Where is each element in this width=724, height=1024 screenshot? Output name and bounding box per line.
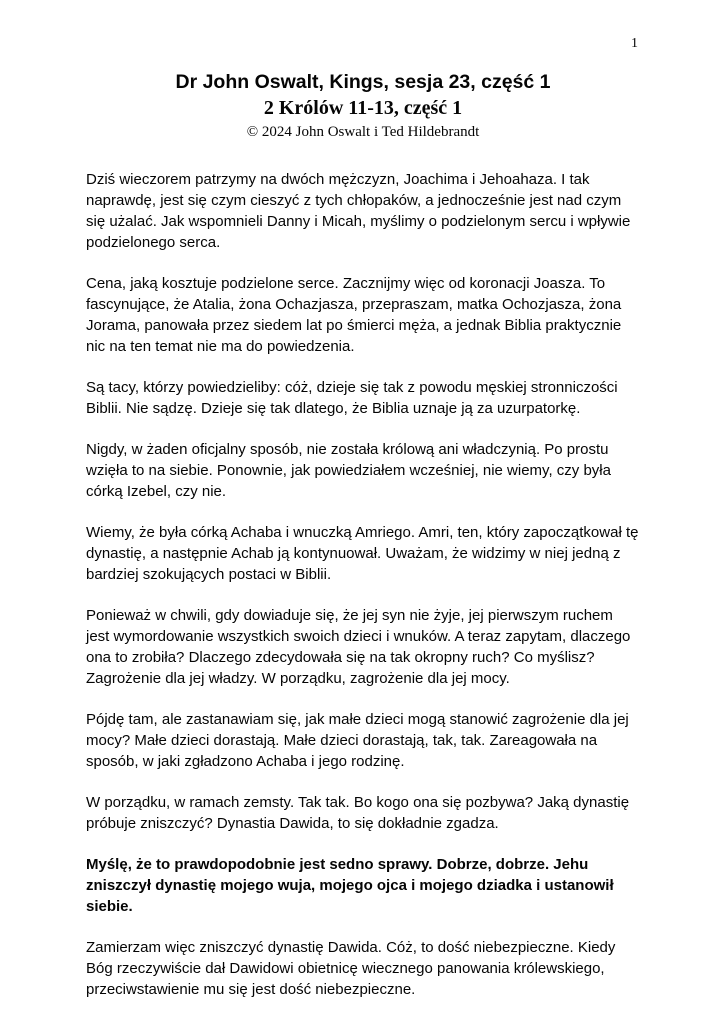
- paragraph: Dziś wieczorem patrzymy na dwóch mężczyzn, Joachima i Jehoahaza. I tak naprawdę, jest się czym cieszyć z tych chłopaków, a jednocześnie jest nad czym się użalać. Jak wspomnieli Danny i Micah, myślimy o podzielonym sercu i wpływie podzielonego serca.: [86, 170, 631, 251]
- paragraph: Nigdy, w żaden oficjalny sposób, nie została królową ani władczynią. Po prostu wzięła to na siebie. Ponownie, jak powiedziałem wcześniej, nie wiemy, czy była córką Izebel, czy nie.: [86, 440, 611, 500]
- copyright-line: © 2024 John Oswalt i Ted Hildebrandt: [246, 124, 480, 141]
- paragraph: Pójdę tam, ale zastanawiam się, jak małe dzieci mogą stanowić zagrożenie dla jej mocy? Małe dzieci dorastają. Małe dzieci dorastają, tak, tak. Zareagowała na sposób, w jaki zgładzono Achaba i jego rodzinę.: [86, 710, 629, 770]
- paragraph: Cena, jaką kosztuje podzielone serce. Zacznijmy więc od koronacji Joasza. To fascynujące, że Atalia, żona Ochazjasza, przepraszam, matka Ochozjasza, żona Jorama, panowała przez siedem lat po śmierci męża, a jednak Biblia praktycznie nic na ten temat nie ma do powiedzenia.: [86, 274, 622, 355]
- page-number: 1: [631, 36, 638, 51]
- paragraph: Myślę, że to prawdopodobnie jest sedno sprawy. Dobrze, dobrze. Jehu zniszczył dynastię mojego wuja, mojego ojca i mojego dziadka i ustanowił siebie.: [86, 855, 614, 915]
- paragraph: W porządku, w ramach zemsty. Tak tak. Bo kogo ona się pozbywa? Jaką dynastię próbuje zniszczyć? Dynastia Dawida, to się dokładnie zgadza.: [86, 793, 630, 832]
- paragraph: Wiemy, że była córką Achaba i wnuczką Amriego. Amri, ten, który zapoczątkował tę dynastię, a następnie Achab ją kontynuował. Uważam, że widzimy w niej jedną z bardziej szokujących postaci w Biblii.: [86, 523, 639, 583]
- paragraph: Ponieważ w chwili, gdy dowiaduje się, że jej syn nie żyje, jej pierwszym ruchem jest wymordowanie wszystkich swoich dzieci i wnuków. A teraz zapytam, dlaczego ona to zrobiła? Dlaczego zdecydowała się na tak okropny ruch? Co myślisz? Zagrożenie dla jej władzy. W porządku, zagrożenie dla jej mocy.: [86, 606, 631, 687]
- document-subtitle: 2 Królów 11-13, część 1: [263, 97, 463, 120]
- paragraphs-container: [86, 169, 640, 1000]
- title-block: [86, 70, 640, 143]
- paragraph: Są tacy, którzy powiedzieliby: cóż, dzieje się tak z powodu męskiej stronniczości Biblii. Nie sądzę. Dzieje się tak dlatego, że Biblia uznaje ją za uzurpatorkę.: [86, 378, 618, 417]
- paragraph: Zamierzam więc zniszczyć dynastię Dawida. Cóż, to dość niebezpieczne. Kiedy Bóg rzeczywiście dał Dawidowi obietnicę wiecznego panowania królewskiego, przeciwstawienie mu się jest dość niebezpieczne.: [86, 938, 616, 998]
- document-title: Dr John Oswalt, Kings, sesja 23, część 1: [175, 71, 551, 93]
